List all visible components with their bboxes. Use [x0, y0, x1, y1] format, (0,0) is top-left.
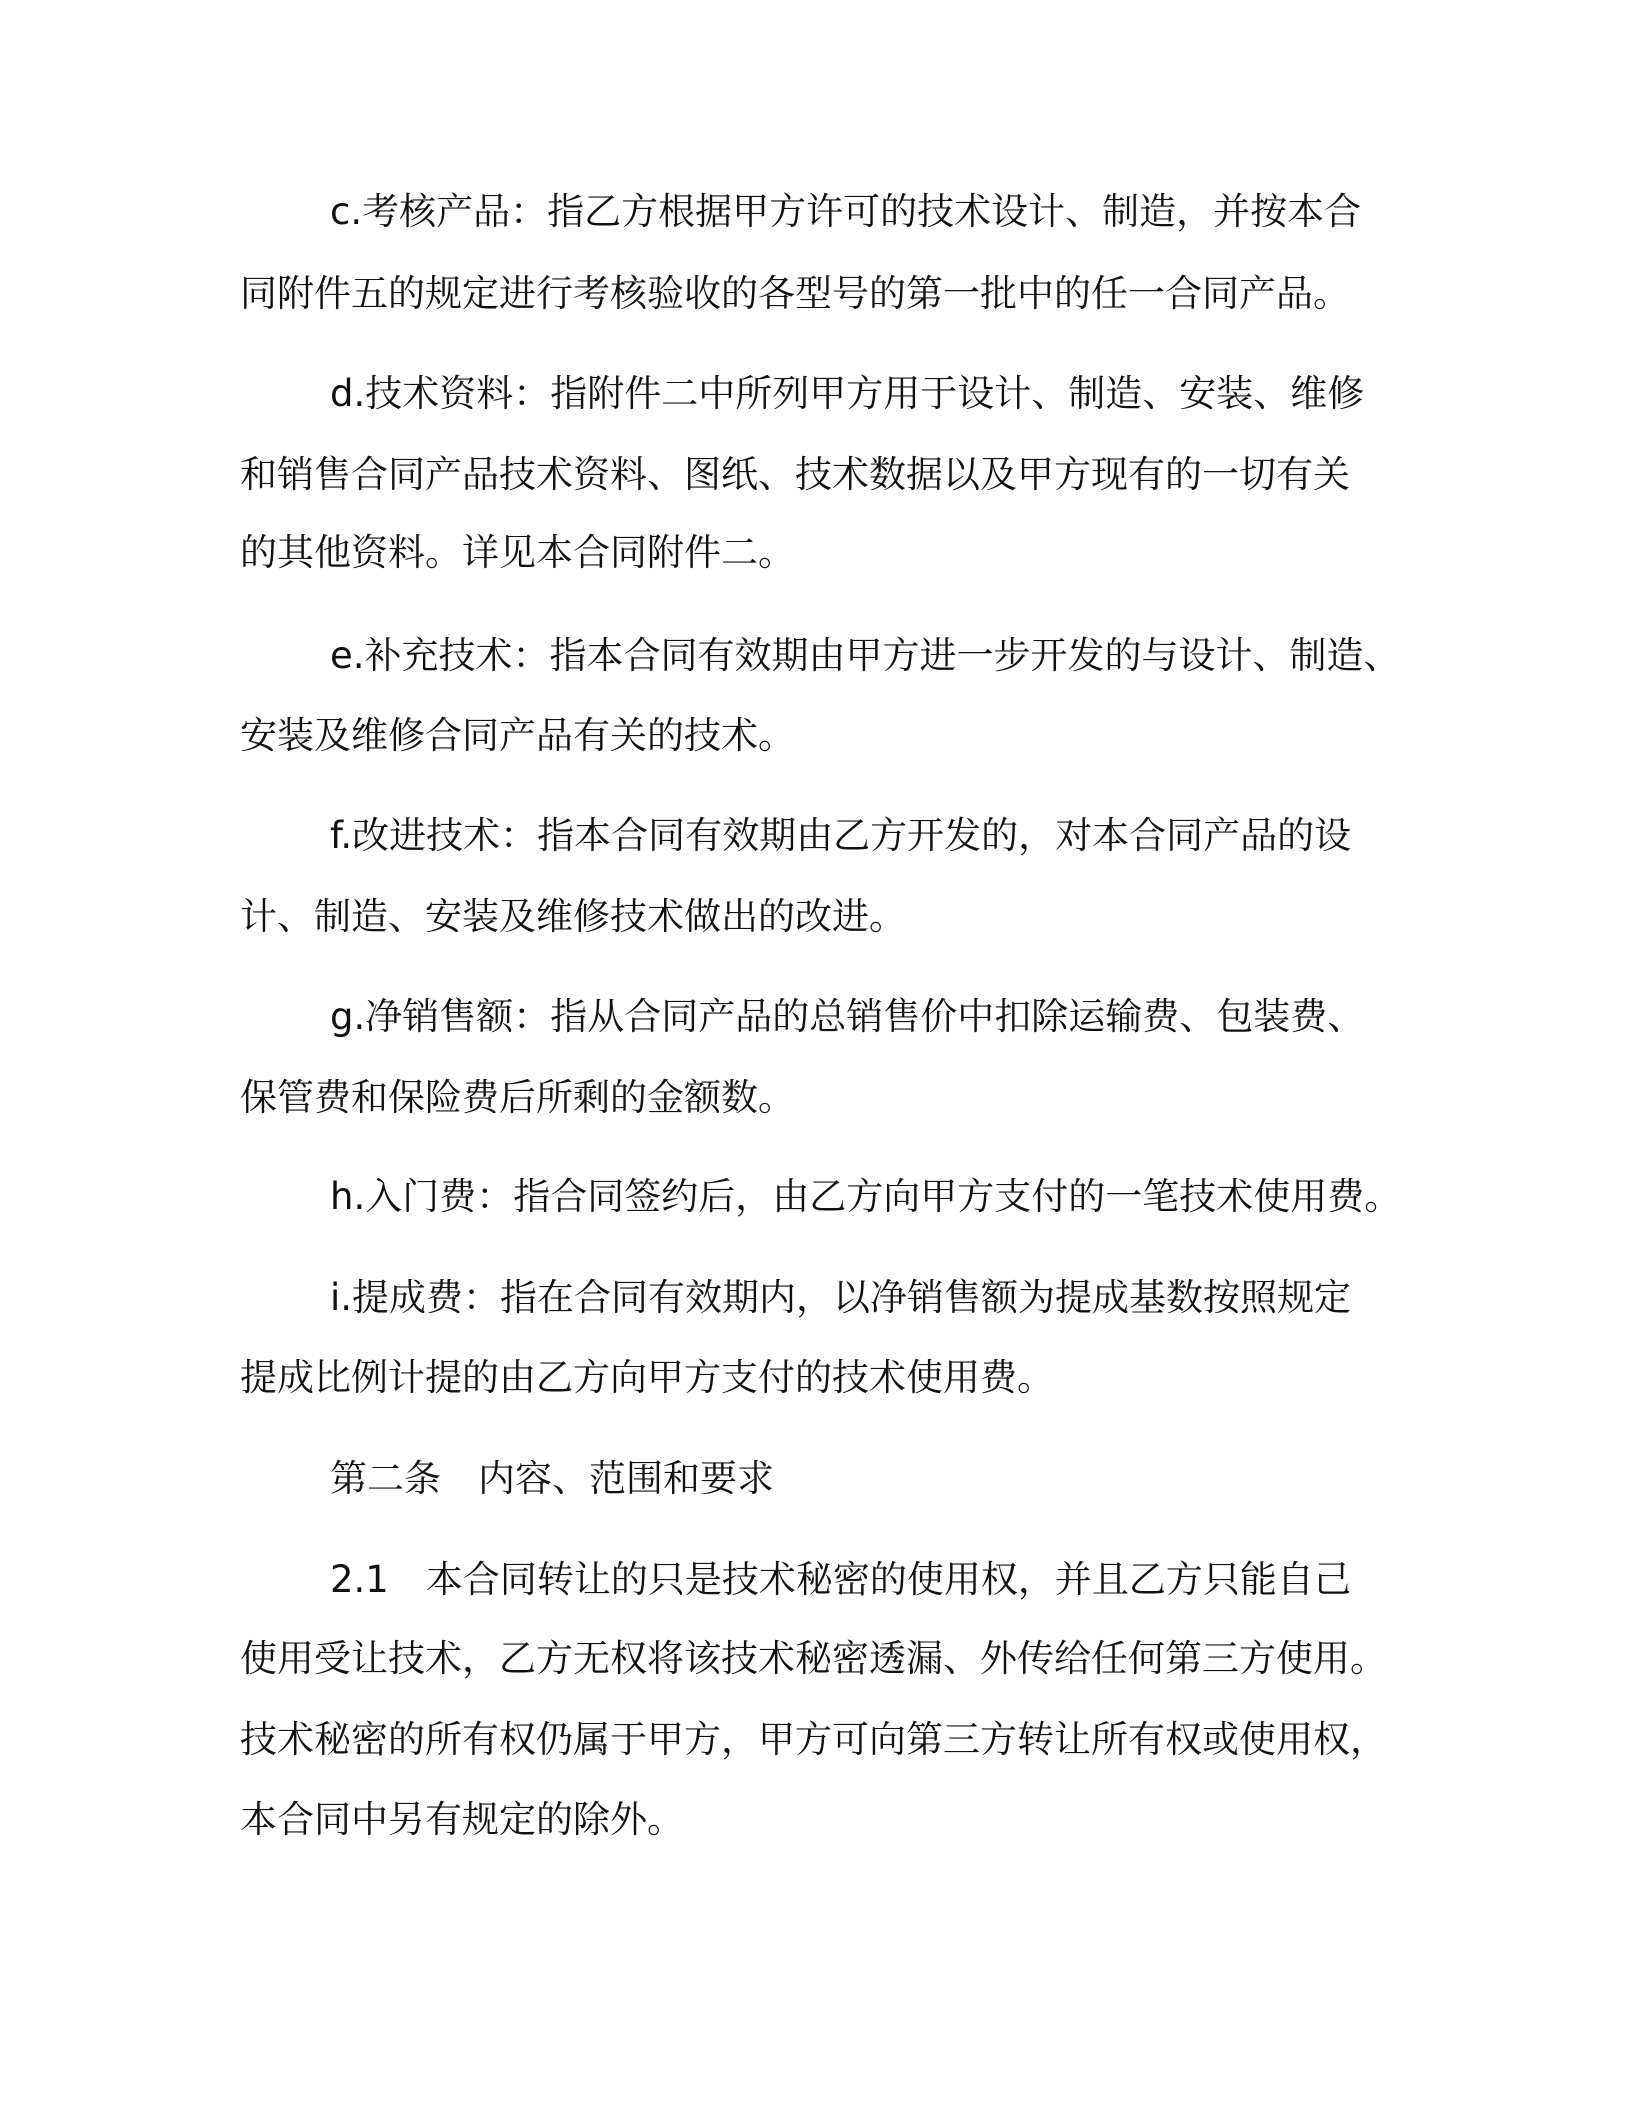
paragraph-e-line-2: 安装及维修合同产品有关的技术。 [240, 714, 795, 757]
paragraph-c-line-1: c.考核产品：指乙方根据甲方许可的技术设计、制造，并按本合 [330, 190, 1362, 233]
clause-2-1-line-2: 使用受让技术，乙方无权将该技术秘密透漏、外传给任何第三方使用。 [240, 1637, 1387, 1680]
paragraph-i-line-1: i.提成费：指在合同有效期内，以净销售额为提成基数按照规定 [330, 1276, 1352, 1319]
paragraph-f-line-1: f.改进技术：指本合同有效期由乙方开发的，对本合同产品的设 [330, 814, 1352, 857]
paragraph-d-line-3: 的其他资料。详见本合同附件二。 [240, 531, 795, 574]
paragraph-d-line-1: d.技术资料：指附件二中所列甲方用于设计、制造、安装、维修 [330, 372, 1365, 415]
paragraph-c-line-2: 同附件五的规定进行考核验收的各型号的第一批中的任一合同产品。 [240, 272, 1350, 315]
paragraph-e-line-1: e.补充技术：指本合同有效期由甲方进一步开发的与设计、制造、 [330, 634, 1401, 677]
article-2-heading: 第二条 内容、范围和要求 [330, 1457, 774, 1500]
paragraph-d-line-2: 和销售合同产品技术资料、图纸、技术数据以及甲方现有的一切有关 [240, 453, 1350, 496]
paragraph-f-line-2: 计、制造、安装及维修技术做出的改进。 [240, 895, 906, 938]
clause-2-1-line-3: 技术秘密的所有权仍属于甲方，甲方可向第三方转让所有权或使用权， [240, 1718, 1387, 1761]
paragraph-i-line-2: 提成比例计提的由乙方向甲方支付的技术使用费。 [240, 1356, 1054, 1399]
clause-2-1-line-4: 本合同中另有规定的除外。 [240, 1798, 684, 1841]
paragraph-g-line-1: g.净销售额：指从合同产品的总销售价中扣除运输费、包装费、 [330, 995, 1365, 1038]
paragraph-g-line-2: 保管费和保险费后所剩的金额数。 [240, 1076, 795, 1119]
clause-2-1-line-1: 2.1 本合同转让的只是技术秘密的使用权，并且乙方只能自己 [330, 1558, 1351, 1601]
paragraph-h-line-1: h.入门费：指合同签约后，由乙方向甲方支付的一笔技术使用费。 [330, 1175, 1402, 1218]
